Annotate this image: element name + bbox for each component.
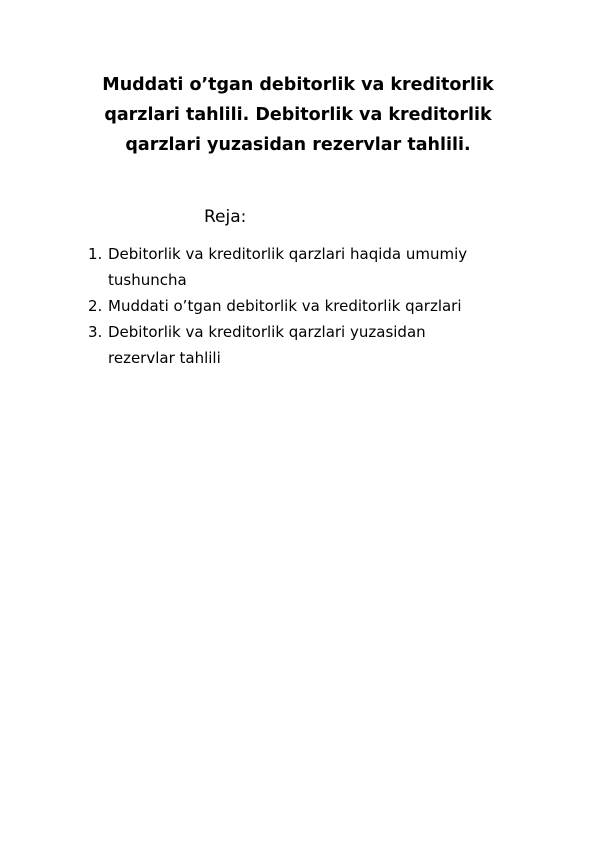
plan-heading: Reja: xyxy=(204,207,247,227)
document-title xyxy=(70,70,526,160)
plan-item-number: 1. xyxy=(88,245,103,263)
plan-item-line: Debitorlik va kreditorlik qarzlari haqida umumiy xyxy=(108,245,468,263)
title-line-1: Muddati o’tgan debitorlik va kreditorlik xyxy=(102,75,494,95)
plan-item-line: tushuncha xyxy=(108,271,187,289)
plan-item-line: Debitorlik va kreditorlik qarzlari yuzasidan xyxy=(108,323,426,341)
plan-item-number: 2. xyxy=(88,297,103,315)
plan-item-text xyxy=(108,241,528,293)
plan-item-line: rezervlar tahlili xyxy=(108,349,221,367)
plan-item-text xyxy=(108,293,528,319)
plan-item-1 xyxy=(88,241,528,293)
plan-item-line: Muddati o’tgan debitorlik va kreditorlik qarzlari xyxy=(108,297,462,315)
plan-item-number: 3. xyxy=(88,323,103,341)
plan-item-text xyxy=(108,319,528,371)
plan-item-3 xyxy=(88,319,528,371)
plan-list xyxy=(88,241,528,371)
plan-item-2 xyxy=(88,293,528,319)
title-line-3: qarzlari yuzasidan rezervlar tahlili. xyxy=(125,135,471,155)
title-line-2: qarzlari tahlili. Debitorlik va kreditorlik xyxy=(104,105,492,125)
